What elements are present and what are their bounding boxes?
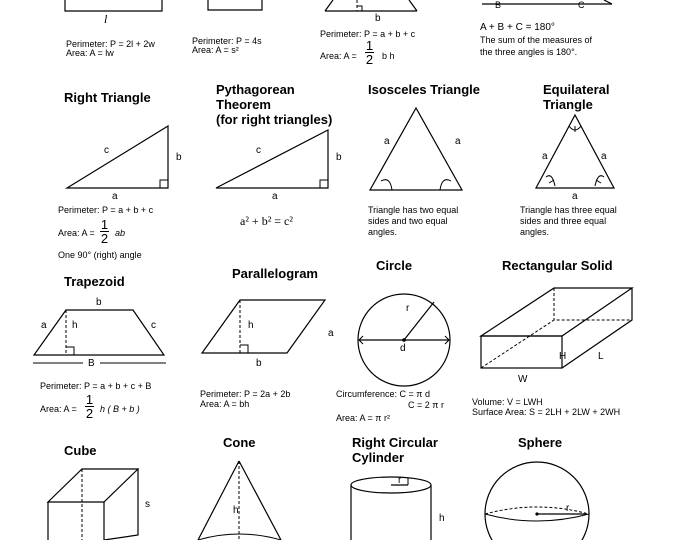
fraction-denominator: 2 [100,231,109,246]
circle-circumference-1: Circumference: C = π d [336,389,430,399]
trapezoid-label-top: b [96,297,102,308]
cube-label-s: s [145,499,150,510]
rect-solid-volume: Volume: V = LWH [472,397,543,407]
equilateral-note-1: Triangle has three equal [520,205,617,215]
trapezoid-figure [33,310,166,363]
trapezoid-area-prefix: Area: A = [40,404,77,414]
triangle-sum-note-2: the three angles is 180°. [480,47,578,57]
equilateral-label-left: a [542,151,548,162]
trapezoid-area-suffix: h ( B + b ) [100,404,140,414]
rect-solid-label-l: L [598,351,604,362]
parallelogram-label-h: h [248,320,254,331]
isosceles-note-1: Triangle has two equal [368,205,459,215]
fraction-denominator: 2 [85,406,94,421]
equilateral-note-2: sides and three equal [520,216,607,226]
equilateral-title-1: Equilateral [543,82,610,97]
parallelogram-perimeter: Perimeter: P = 2a + 2b [200,389,291,399]
rectangle-area: Area: A = lw [66,48,114,58]
pythagorean-label-a: a [272,191,278,202]
rect-solid-title: Rectangular Solid [502,258,613,273]
circle-circumference-2: C = 2 π r [408,400,444,410]
pythagorean-title-3: (for right triangles) [216,112,333,127]
right-triangle-label-b: b [176,152,182,163]
right-triangle-area-suffix: ab [115,228,126,238]
pythagorean-label-c: c [256,145,261,156]
rect-solid-label-w: W [518,374,528,385]
parallelogram-figure [202,300,325,353]
sphere-label-r: r [566,503,570,514]
cylinder-title-1: Right Circular [352,435,438,450]
rectangle-perimeter: Perimeter: P = 2l + 2w [66,39,155,49]
triangle-perimeter: Perimeter: P = a + b + c [320,29,416,39]
triangle-area-prefix: Area: A = [320,51,357,61]
fraction-numerator: 1 [85,392,94,407]
triangle-base-label: b [375,13,381,24]
triangle-figure [325,0,417,11]
cone-label-h: h [233,505,239,516]
parallelogram-label-a: a [328,328,334,339]
rect-solid-surface: Surface Area: S = 2LH + 2LW + 2WH [472,407,621,417]
triangle-sum-equation: A + B + C = 180° [480,22,555,33]
isosceles-note-2: sides and two equal [368,216,448,226]
square-area: Area: A = s² [192,45,239,55]
trapezoid-title: Trapezoid [64,274,125,289]
fraction-numerator: 1 [365,38,374,53]
trapezoid-area-fraction [85,393,94,420]
cylinder-title-2: Cylinder [352,450,405,465]
rect-solid-label-h: H [559,351,567,362]
right-triangle-label-c: c [104,145,109,156]
trapezoid-perimeter: Perimeter: P = a + b + c + B [40,381,152,391]
sphere-figure [485,462,589,540]
cone-figure [198,461,281,540]
isosceles-note-3: angles. [368,227,398,237]
right-triangle-figure [67,126,168,188]
circle-title: Circle [376,258,413,273]
triangle-sum-label-b: B [495,0,502,10]
cube-figure [48,469,138,540]
right-triangle-perimeter: Perimeter: P = a + b + c [58,205,154,215]
rectangular-solid-figure [481,288,632,368]
right-triangle-note: One 90° (right) angle [58,250,142,260]
pythagorean-equation: a² + b² = c² [240,214,293,228]
parallelogram-title: Parallelogram [232,266,318,281]
pythagorean-label-b: b [336,152,342,163]
trapezoid-label-a: a [41,320,47,331]
trapezoid-label-c: c [151,320,156,331]
fraction-denominator: 2 [365,52,374,67]
parallelogram-area: Area: A = bh [200,399,250,409]
isosceles-label-right: a [455,136,461,147]
pythagorean-title-1: Pythagorean [216,82,295,97]
cube-title: Cube [64,443,97,458]
square-figure [208,0,262,10]
triangle-area-suffix: b h [382,51,395,61]
isosceles-figure [370,108,462,190]
parallelogram-label-b: b [256,358,262,369]
cone-title: Cone [223,435,256,450]
equilateral-title-2: Triangle [543,97,593,112]
pythagorean-figure [216,130,328,188]
rectangle-figure [65,0,162,11]
equilateral-label-right: a [601,151,607,162]
right-triangle-area-prefix: Area: A = [58,228,95,238]
fraction-numerator: 1 [100,217,109,232]
pythagorean-title-2: Theorem [216,97,271,112]
isosceles-title: Isosceles Triangle [368,82,481,97]
right-triangle-label-a: a [112,191,118,202]
triangle-sum-note-1: The sum of the measures of [480,35,593,45]
triangle-area-fraction [365,39,374,66]
equilateral-note-3: angles. [520,227,550,237]
triangle-sum-label-c: C [578,0,585,10]
cylinder-figure [351,477,431,540]
right-triangle-title: Right Triangle [64,90,151,105]
rectangle-side-label: l [104,12,108,26]
triangle-sum-figure [482,0,612,4]
right-triangle-area-fraction [100,218,109,245]
cylinder-label-h: h [439,513,445,524]
circle-area: Area: A = π r² [336,413,390,423]
trapezoid-label-b-base: B [88,358,95,369]
equilateral-label-bottom: a [572,191,578,202]
isosceles-label-left: a [384,136,390,147]
square-perimeter: Perimeter: P = 4s [192,36,262,46]
circle-label-d: d [400,343,406,354]
circle-label-r: r [406,303,410,314]
sphere-title: Sphere [518,435,563,450]
cylinder-label-r: r [398,475,402,486]
circle-figure [358,294,450,386]
trapezoid-label-h: h [72,320,78,331]
